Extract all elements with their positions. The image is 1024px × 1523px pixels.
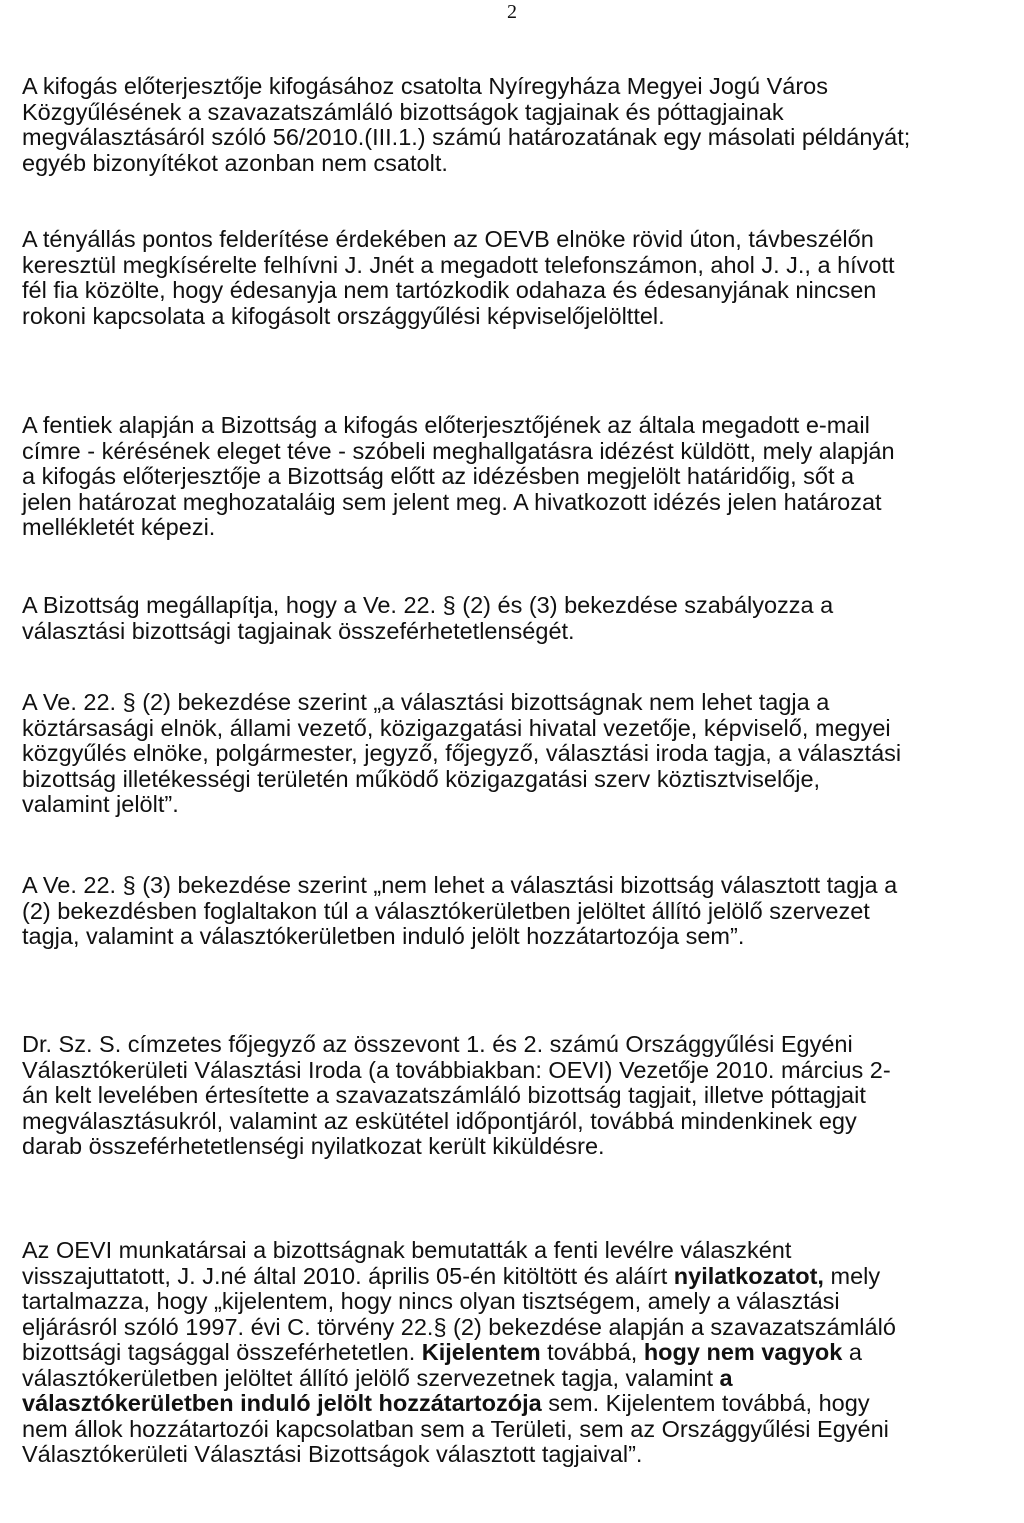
paragraph-ve-22-3	[22, 873, 1014, 950]
text-line: választási bizottsági tagjainak összeférhetetlenségét.	[22, 617, 575, 644]
bold-text: hogy nem vagyok	[643, 1339, 843, 1365]
text-line: rokoni kapcsolata a kifogásolt országgyűlési képviselőjelölttel.	[22, 302, 665, 329]
text-line: jelen határozat meghozataláig sem jelent meg. A hivatkozott idézés jelen határozat	[22, 488, 882, 515]
text-line: Választókerületi Választási Iroda (a továbbiakban: OEVI) Vezetője 2010. március 2-	[22, 1056, 891, 1083]
text-line	[22, 1340, 1014, 1366]
text-line	[22, 1417, 1014, 1443]
text-segment: sem. Kijelentem továbbá, hogy	[541, 1390, 870, 1416]
text-segment: bizottsági tagsággal összeférhetetlen.	[22, 1339, 422, 1365]
text-line	[22, 1289, 1014, 1315]
text-line	[22, 1391, 1014, 1417]
paragraph-ve-22-2	[22, 690, 1014, 818]
text-line: (2) bekezdésben foglaltakon túl a választókerületben jelöltet állító jelölő szervezet	[22, 897, 870, 924]
text-line: a kifogás előterjesztője a Bizottság előtt az idézésben megjelölt határidőig, sőt a	[22, 463, 855, 489]
text-segment: eljárásról szóló 1997. évi C. törvény 22.§ (2) bekezdése alapján a szavazatszámláló	[22, 1313, 896, 1340]
text-line: án kelt levelében értesítette a szavazatszámláló bizottság tagjait, illetve póttagjait	[22, 1082, 866, 1108]
text-segment: továbbá,	[540, 1339, 644, 1365]
bold-text: a	[719, 1364, 733, 1391]
text-line: A Ve. 22. § (2) bekezdése szerint „a választási bizottságnak nem lehet tagja a	[22, 689, 830, 715]
text-line: bizottság illetékességi területén működő közigazgatási szerv köztisztviselője,	[22, 765, 821, 792]
text-line: köztársasági elnök, állami vezető, közigazgatási hivatal vezetője, képviselő, megyei	[22, 714, 891, 741]
text-line: címre - kérésének eleget téve - szóbeli meghallgatásra idézést küldött, mely alapján	[22, 437, 895, 464]
text-line: Közgyűlésének a szavazatszámláló bizottságok tagjainak és póttagjainak	[22, 98, 784, 125]
text-segment: mely	[823, 1262, 881, 1289]
text-line: egyéb bizonyítékot azonban nem csatolt.	[22, 149, 448, 176]
text-line	[22, 1315, 1014, 1341]
text-line: A tényállás pontos felderítése érdekében az OEVB elnöke rövid úton, távbeszélőn	[22, 226, 874, 252]
text-line: A fentiek alapján a Bizottság a kifogás előterjesztőjének az általa megadott e-mail	[22, 412, 870, 438]
text-line: mellékletét képezi.	[22, 514, 216, 540]
text-line	[22, 1264, 1014, 1290]
bold-text: választókerületben induló jelölt hozzátartozója	[22, 1390, 542, 1416]
text-line: fél fia közölte, hogy édesanyja nem tartózkodik odahaza és édesanyjának nincsen	[22, 277, 877, 303]
paragraph-summons	[22, 413, 1014, 541]
paragraph-declaration	[22, 1238, 1014, 1468]
text-segment: Az OEVI munkatársai a bizottságnak bemutatták a fenti levélre válaszként	[22, 1237, 792, 1263]
page-number: 2	[507, 1, 517, 23]
text-line: A Bizottság megállapítja, hogy a Ve. 22. § (2) és (3) bekezdése szabályozza a	[22, 592, 834, 618]
text-line: tagja, valamint a választókerületben induló jelölt hozzátartozója sem”.	[22, 923, 745, 949]
paragraph-committee-finding	[22, 593, 1014, 644]
text-line: keresztül megkísérelte felhívni J. Jnét a megadott telefonszámon, ahol J. J., a hívott	[22, 251, 895, 278]
text-line: A kifogás előterjesztője kifogásához csatolta Nyíregyháza Megyei Jogú Város	[22, 73, 828, 99]
paragraph-fact-finding	[22, 227, 1014, 329]
text-line: darab összeférhetetlenségi nyilatkozat került kiküldésre.	[22, 1133, 605, 1159]
text-line: Dr. Sz. S. címzetes főjegyző az összevont 1. és 2. számú Országgyűlési Egyéni	[22, 1031, 853, 1057]
paragraph-notary-letter	[22, 1032, 1014, 1160]
text-line	[22, 1366, 1014, 1392]
text-line: megválasztásukról, valamint az eskütétel időpontjáról, továbbá mindenkinek egy	[22, 1107, 857, 1134]
text-line	[22, 1238, 1014, 1264]
bold-text: nyilatkozatot,	[673, 1262, 824, 1289]
text-line: valamint jelölt”.	[22, 791, 179, 817]
text-line: megválasztásáról szóló 56/2010.(III.1.) számú határozatának egy másolati példányát;	[22, 124, 911, 150]
text-segment: visszajuttatott, J. J.né által 2010. április 05-én kitöltött és aláírt	[22, 1262, 674, 1289]
bold-text: Kijelentem	[421, 1339, 541, 1365]
text-line	[22, 1442, 1014, 1468]
text-segment: választókerületben jelöltet állító jelölő szervezetnek tagja, valamint	[22, 1364, 720, 1391]
text-segment: Választókerületi Választási Bizottságok választott tagjaival”.	[22, 1441, 643, 1467]
text-segment: a	[842, 1339, 862, 1365]
text-line: közgyűlés elnöke, polgármester, jegyző, főjegyző, választási iroda tagja, a választási	[22, 740, 902, 766]
paragraph-objection-attachment	[22, 74, 1014, 176]
text-segment: tartalmazza, hogy „kijelentem, hogy nincs olyan tisztségem, amely a választási	[22, 1288, 840, 1314]
text-line: A Ve. 22. § (3) bekezdése szerint „nem lehet a választási bizottság választott tagja a	[22, 872, 898, 898]
text-segment: nem állok hozzátartozói kapcsolatban sem a Területi, sem az Országgyűlési Egyéni	[22, 1415, 889, 1442]
